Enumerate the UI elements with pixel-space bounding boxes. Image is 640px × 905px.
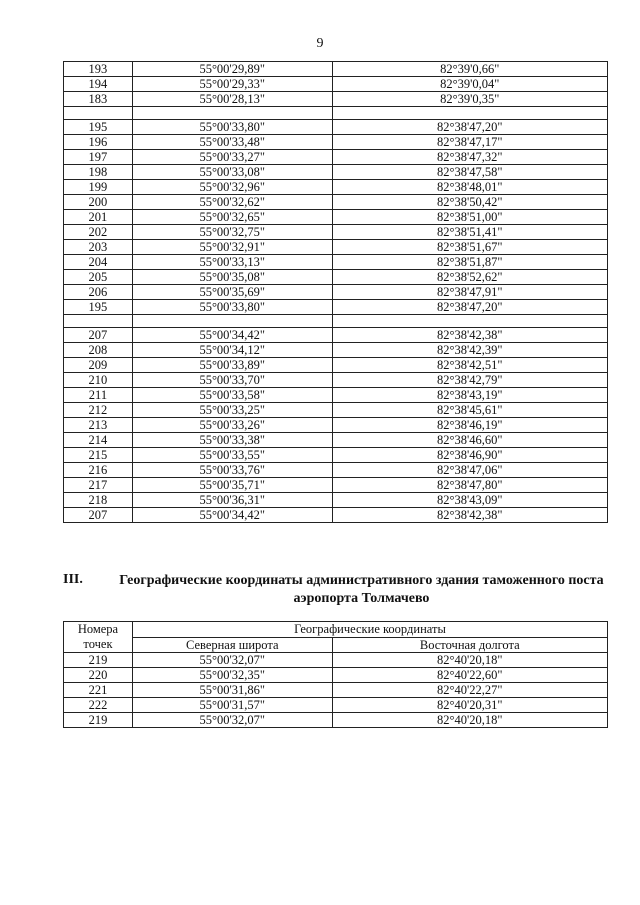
point-number-cell: 206: [64, 285, 133, 300]
coordinates-table-body: [64, 62, 608, 523]
point-number-cell: 207: [64, 508, 133, 523]
group-separator-row: [64, 315, 608, 328]
longitude-cell: 82°38'47,17": [332, 135, 607, 150]
table-row: [64, 210, 608, 225]
point-number-cell: 209: [64, 358, 133, 373]
table-row: [64, 180, 608, 195]
longitude-cell: 82°38'42,79": [332, 373, 607, 388]
table-row: [64, 478, 608, 493]
longitude-cell: 82°39'0,35": [332, 92, 607, 107]
latitude-cell: 55°00'33,80": [132, 300, 332, 315]
point-number-cell: 199: [64, 180, 133, 195]
coordinates-table: [63, 61, 608, 523]
point-number-cell: 219: [64, 653, 133, 668]
section-title: Географические координаты административного здания таможенного поста аэропорта Толмачево: [119, 573, 604, 606]
longitude-cell: 82°38'51,87": [332, 255, 607, 270]
latitude-cell: 55°00'32,91": [132, 240, 332, 255]
table-row: [64, 373, 608, 388]
point-number-cell: 215: [64, 448, 133, 463]
latitude-cell: 55°00'28,13": [132, 92, 332, 107]
latitude-cell: 55°00'32,35": [132, 668, 332, 683]
point-number-cell: 193: [64, 62, 133, 77]
longitude-cell: 82°38'47,91": [332, 285, 607, 300]
latitude-cell: 55°00'33,70": [132, 373, 332, 388]
point-number-cell: 218: [64, 493, 133, 508]
latitude-cell: 55°00'32,65": [132, 210, 332, 225]
latitude-cell: 55°00'33,48": [132, 135, 332, 150]
latitude-cell: 55°00'32,62": [132, 195, 332, 210]
latitude-cell: 55°00'34,12": [132, 343, 332, 358]
table-row: [64, 150, 608, 165]
longitude-cell: 82°39'0,66": [332, 62, 607, 77]
latitude-cell: 55°00'33,38": [132, 433, 332, 448]
empty-cell: [332, 107, 607, 120]
latitude-cell: 55°00'32,07": [132, 653, 332, 668]
point-number-cell: 183: [64, 92, 133, 107]
point-number-cell: 198: [64, 165, 133, 180]
longitude-cell: 82°38'42,51": [332, 358, 607, 373]
point-number-cell: 219: [64, 713, 133, 728]
table-row: [64, 92, 608, 107]
table-row: [64, 493, 608, 508]
empty-cell: [132, 315, 332, 328]
longitude-cell: 82°40'20,31": [332, 698, 607, 713]
latitude-cell: 55°00'33,89": [132, 358, 332, 373]
latitude-cell: 55°00'36,31": [132, 493, 332, 508]
point-number-cell: 205: [64, 270, 133, 285]
point-number-cell: 213: [64, 418, 133, 433]
table-row: [64, 668, 608, 683]
point-number-cell: 212: [64, 403, 133, 418]
table-row: [64, 358, 608, 373]
table-row: [64, 135, 608, 150]
latitude-cell: 55°00'33,08": [132, 165, 332, 180]
longitude-cell: 82°38'47,20": [332, 300, 607, 315]
longitude-cell: 82°38'47,06": [332, 463, 607, 478]
table-row: [64, 463, 608, 478]
point-number-cell: 217: [64, 478, 133, 493]
table-row: [64, 343, 608, 358]
latitude-cell: 55°00'33,25": [132, 403, 332, 418]
longitude-cell: 82°39'0,04": [332, 77, 607, 92]
table-row: [64, 448, 608, 463]
point-number-cell: 220: [64, 668, 133, 683]
table-row: [64, 328, 608, 343]
table-row: [64, 255, 608, 270]
empty-cell: [132, 107, 332, 120]
point-number-cell: 195: [64, 120, 133, 135]
point-number-cell: 196: [64, 135, 133, 150]
table-row: [64, 225, 608, 240]
latitude-cell: 55°00'31,57": [132, 698, 332, 713]
longitude-cell: 82°38'47,58": [332, 165, 607, 180]
latitude-cell: 55°00'35,08": [132, 270, 332, 285]
point-number-cell: 203: [64, 240, 133, 255]
longitude-cell: 82°40'20,18": [332, 653, 607, 668]
point-number-cell: 194: [64, 77, 133, 92]
longitude-cell: 82°38'46,19": [332, 418, 607, 433]
latitude-cell: 55°00'33,58": [132, 388, 332, 403]
empty-cell: [64, 315, 133, 328]
point-number-cell: 211: [64, 388, 133, 403]
table-row: [64, 418, 608, 433]
table-row: [64, 120, 608, 135]
section-number: III.: [63, 572, 83, 587]
header-longitude: Восточная долгота: [332, 637, 607, 653]
latitude-cell: 55°00'35,69": [132, 285, 332, 300]
table-row: [64, 77, 608, 92]
table-row: [64, 433, 608, 448]
table-row: [64, 62, 608, 77]
longitude-cell: 82°40'20,18": [332, 713, 607, 728]
latitude-cell: 55°00'32,07": [132, 713, 332, 728]
longitude-cell: 82°38'46,60": [332, 433, 607, 448]
latitude-cell: 55°00'33,27": [132, 150, 332, 165]
longitude-cell: 82°38'46,90": [332, 448, 607, 463]
point-number-cell: 202: [64, 225, 133, 240]
table-row: [64, 698, 608, 713]
table-row: [64, 388, 608, 403]
latitude-cell: 55°00'32,75": [132, 225, 332, 240]
group-separator-row: [64, 107, 608, 120]
point-number-cell: 208: [64, 343, 133, 358]
longitude-cell: 82°38'52,62": [332, 270, 607, 285]
empty-cell: [332, 315, 607, 328]
longitude-cell: 82°38'50,42": [332, 195, 607, 210]
building-coordinates-table: [63, 621, 608, 728]
latitude-cell: 55°00'31,86": [132, 683, 332, 698]
point-number-cell: 207: [64, 328, 133, 343]
latitude-cell: 55°00'35,71": [132, 478, 332, 493]
longitude-cell: 82°38'48,01": [332, 180, 607, 195]
table-row: [64, 508, 608, 523]
longitude-cell: 82°38'47,20": [332, 120, 607, 135]
building-coordinates-table-body: [64, 653, 608, 728]
table-row: [64, 195, 608, 210]
point-number-cell: 197: [64, 150, 133, 165]
page-number: 9: [316, 36, 324, 51]
empty-cell: [64, 107, 133, 120]
longitude-cell: 82°38'42,38": [332, 508, 607, 523]
longitude-cell: 82°38'51,00": [332, 210, 607, 225]
table-row: [64, 240, 608, 255]
longitude-cell: 82°40'22,60": [332, 668, 607, 683]
table-row: [64, 285, 608, 300]
header-points-label: Номера точек: [77, 622, 119, 651]
point-number-cell: 201: [64, 210, 133, 225]
longitude-cell: 82°38'51,41": [332, 225, 607, 240]
latitude-cell: 55°00'34,42": [132, 328, 332, 343]
latitude-cell: 55°00'33,26": [132, 418, 332, 433]
longitude-cell: 82°38'43,19": [332, 388, 607, 403]
table-row: [64, 683, 608, 698]
longitude-cell: 82°38'47,80": [332, 478, 607, 493]
point-number-cell: 204: [64, 255, 133, 270]
longitude-cell: 82°38'51,67": [332, 240, 607, 255]
point-number-cell: 221: [64, 683, 133, 698]
table-row: [64, 165, 608, 180]
point-number-cell: 195: [64, 300, 133, 315]
longitude-cell: 82°38'43,09": [332, 493, 607, 508]
longitude-cell: 82°38'42,38": [332, 328, 607, 343]
table-row: [64, 270, 608, 285]
latitude-cell: 55°00'33,76": [132, 463, 332, 478]
latitude-cell: 55°00'32,96": [132, 180, 332, 195]
point-number-cell: 200: [64, 195, 133, 210]
latitude-cell: 55°00'29,89": [132, 62, 332, 77]
table-row: [64, 713, 608, 728]
point-number-cell: 210: [64, 373, 133, 388]
longitude-cell: 82°38'45,61": [332, 403, 607, 418]
latitude-cell: 55°00'34,42": [132, 508, 332, 523]
table-row: [64, 653, 608, 668]
header-latitude: Северная широта: [132, 637, 332, 653]
header-points: [64, 622, 133, 653]
table-row: [64, 403, 608, 418]
longitude-cell: 82°40'22,27": [332, 683, 607, 698]
point-number-cell: 216: [64, 463, 133, 478]
point-number-cell: 222: [64, 698, 133, 713]
longitude-cell: 82°38'42,39": [332, 343, 607, 358]
table-row: [64, 300, 608, 315]
point-number-cell: 214: [64, 433, 133, 448]
latitude-cell: 55°00'29,33": [132, 77, 332, 92]
longitude-cell: 82°38'47,32": [332, 150, 607, 165]
latitude-cell: 55°00'33,80": [132, 120, 332, 135]
latitude-cell: 55°00'33,13": [132, 255, 332, 270]
latitude-cell: 55°00'33,55": [132, 448, 332, 463]
header-coordinates: Географические координаты: [132, 622, 607, 638]
